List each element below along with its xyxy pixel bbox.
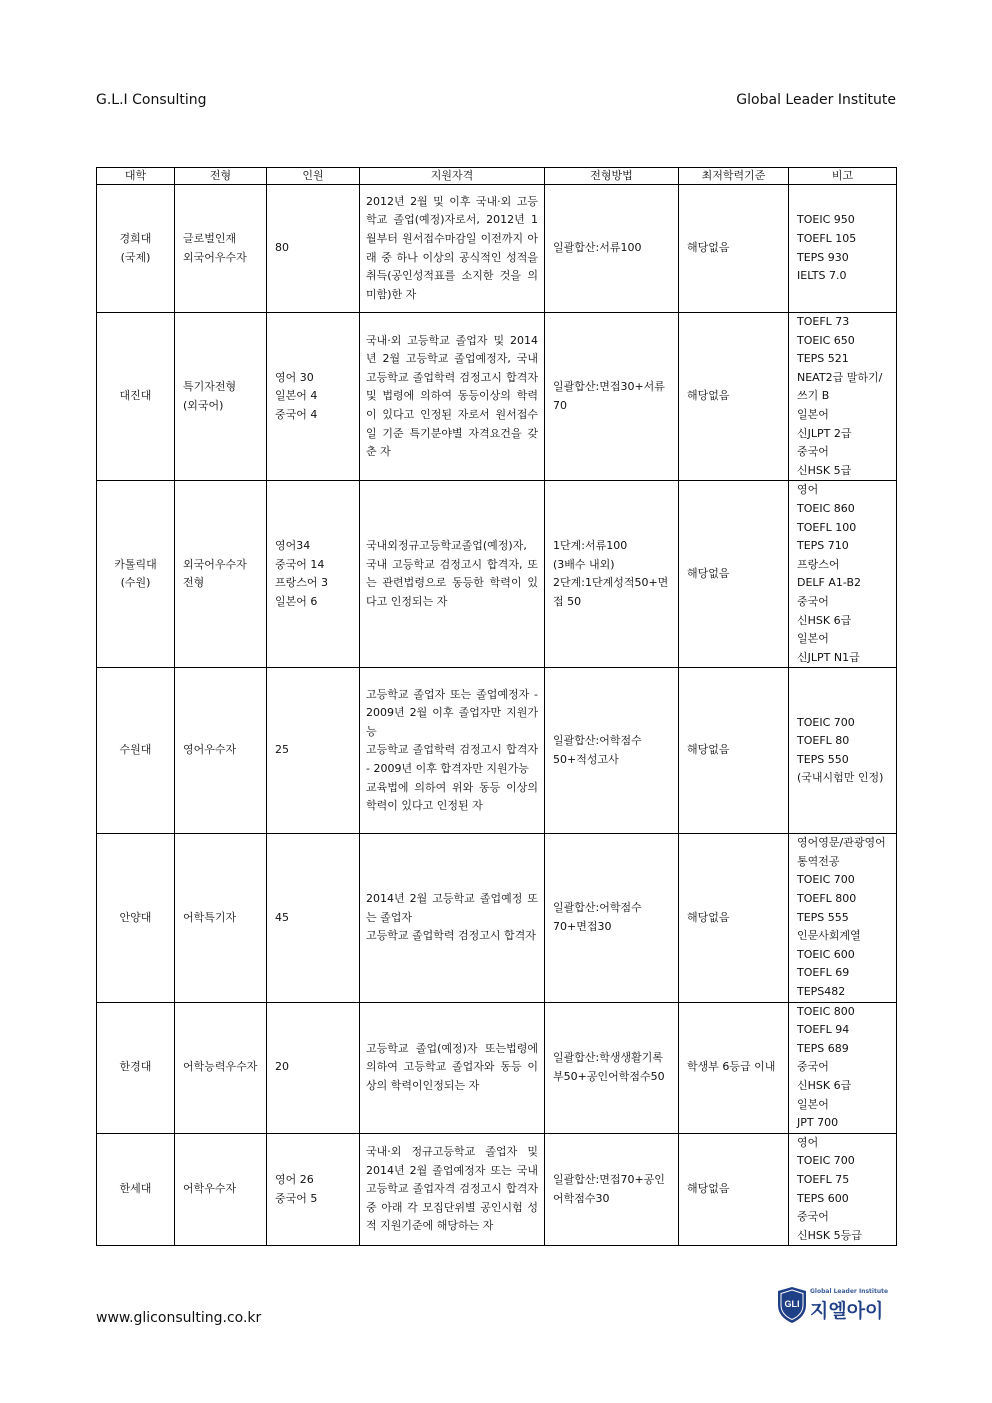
cell-min: 해당없음 <box>679 834 789 1002</box>
table-row <box>97 1133 897 1246</box>
cell-method: 일괄합산:학생생활기록부50+공인어학점수50 <box>545 1002 679 1133</box>
cell-method: 일괄합산:면접70+공인어학점수30 <box>545 1133 679 1246</box>
header-left: G.L.I Consulting <box>96 92 207 108</box>
col-header-min: 최저학력기준 <box>679 168 789 185</box>
table-row <box>97 1002 897 1133</box>
col-header-count: 인원 <box>267 168 360 185</box>
cell-method: 일괄합산:어학점수50+적성고사 <box>545 668 679 834</box>
cell-method: 1단계:서류100 (3배수 내외) 2단계:1단계성적50+면접 50 <box>545 481 679 668</box>
cell-qual: 고등학교 졸업(예정)자 또는법령에 의하여 고등학교 졸업자와 동등 이상의 학력이인정되는 자 <box>360 1002 545 1133</box>
cell-count: 80 <box>267 185 360 313</box>
logo-badge-text: GLI <box>784 1299 800 1309</box>
cell-min: 해당없음 <box>679 481 789 668</box>
cell-qual: 고등학교 졸업자 또는 졸업예정자 - 2009년 2월 이후 졸업자만 지원가능 고등학교 졸업학력 검정고시 합격자 - 2009년 이후 합격자만 지원가능 교육법에 의하여 위와 동등 이상의 학력이 있다고 인정된 자 <box>360 668 545 834</box>
cell-type: 어학능력우수자 <box>175 1002 267 1133</box>
table-row <box>97 313 897 481</box>
cell-count: 영어 30 일본어 4 중국어 4 <box>267 313 360 481</box>
cell-method: 일괄합산:어학점수70+면접30 <box>545 834 679 1002</box>
cell-count: 영어 26 중국어 5 <box>267 1133 360 1246</box>
cell-method: 일괄합산:면접30+서류70 <box>545 313 679 481</box>
cell-univ: 경희대 (국제) <box>97 185 175 313</box>
cell-qual: 국내외정규고등학교졸업(예정)자, 국내 고등학교 검정고시 합격자, 또는 관련법령으로 동등한 학력이 있다고 인정되는 자 <box>360 481 545 668</box>
cell-type: 특기자전형 (외국어) <box>175 313 267 481</box>
cell-qual: 국내·외 정규고등학교 졸업자 및 2014년 2월 졸업예정자 또는 국내 고등학교 졸업자격 검정고시 합격자 중 아래 각 모집단위별 공인시험 성적 지원기준에 해당하는 자 <box>360 1133 545 1246</box>
logo-text-ko: 지엘아이 <box>810 1300 884 1322</box>
cell-min: 해당없음 <box>679 185 789 313</box>
table-row <box>97 481 897 668</box>
cell-univ: 카톨릭대 (수원) <box>97 481 175 668</box>
cell-count: 20 <box>267 1002 360 1133</box>
cell-count: 45 <box>267 834 360 1002</box>
cell-type: 어학특기자 <box>175 834 267 1002</box>
cell-type: 외국어우수자 전형 <box>175 481 267 668</box>
cell-univ: 대진대 <box>97 313 175 481</box>
cell-note: TOEIC 950 TOEFL 105 TEPS 930 IELTS 7.0 <box>789 185 897 313</box>
col-header-method: 전형방법 <box>545 168 679 185</box>
cell-note: TOEFL 73 TOEIC 650 TEPS 521 NEAT2급 말하기/쓰기 B 일본어 신JLPT 2급 중국어 신HSK 5급 <box>789 313 897 481</box>
table-row <box>97 834 897 1002</box>
col-header-univ: 대학 <box>97 168 175 185</box>
cell-univ: 한경대 <box>97 1002 175 1133</box>
cell-qual: 2012년 2월 및 이후 국내·외 고등학교 졸업(예정)자로서, 2012년 1월부터 원서접수마감일 이전까지 아래 중 하나 이상의 공식적인 성적을 취득(공인성적표를 소지한 것을 의미함)한 자 <box>360 185 545 313</box>
table-row <box>97 668 897 834</box>
cell-count: 25 <box>267 668 360 834</box>
cell-note: 영어 TOEIC 860 TOEFL 100 TEPS 710 프랑스어 DELF A1-B2 중국어 신HSK 6급 일본어 신JLPT N1급 <box>789 481 897 668</box>
table-header-row <box>97 168 897 185</box>
cell-note: TOEIC 700 TOEFL 80 TEPS 550 (국내시험만 인정) <box>789 668 897 834</box>
cell-type: 영어우수자 <box>175 668 267 834</box>
logo-text-en: Global Leader Institute <box>810 1288 889 1295</box>
cell-min: 해당없음 <box>679 1133 789 1246</box>
cell-note: 영어영문/관광영어통역전공 TOEIC 700 TOEFL 800 TEPS 555 인문사회계열 TOEIC 600 TOEFL 69 TEPS482 <box>789 834 897 1002</box>
admissions-table <box>96 167 897 1246</box>
cell-univ: 한세대 <box>97 1133 175 1246</box>
cell-type: 어학우수자 <box>175 1133 267 1246</box>
col-header-note: 비고 <box>789 168 897 185</box>
cell-min: 해당없음 <box>679 313 789 481</box>
shield-icon <box>776 1286 808 1324</box>
cell-type: 글로벌인재 외국어우수자 <box>175 185 267 313</box>
col-header-qual: 지원자격 <box>360 168 545 185</box>
cell-qual: 2014년 2월 고등학교 졸업예정 또는 졸업자 고등학교 졸업학력 검정고시 합격자 <box>360 834 545 1002</box>
cell-note: 영어 TOEIC 700 TOEFL 75 TEPS 600 중국어 신HSK 5등급 <box>789 1133 897 1246</box>
cell-count: 영어34 중국어 14 프랑스어 3 일본어 6 <box>267 481 360 668</box>
col-header-type: 전형 <box>175 168 267 185</box>
cell-method: 일괄합산:서류100 <box>545 185 679 313</box>
footer-url: www.gliconsulting.co.kr <box>96 1310 262 1326</box>
header-right: Global Leader Institute <box>736 92 896 108</box>
cell-min: 학생부 6등급 이내 <box>679 1002 789 1133</box>
gli-logo <box>776 1286 896 1326</box>
cell-min: 해당없음 <box>679 668 789 834</box>
cell-note: TOEIC 800 TOEFL 94 TEPS 689 중국어 신HSK 6급 일본어 JPT 700 <box>789 1002 897 1133</box>
cell-univ: 안양대 <box>97 834 175 1002</box>
table-row <box>97 185 897 313</box>
cell-univ: 수원대 <box>97 668 175 834</box>
cell-qual: 국내·외 고등학교 졸업자 및 2014년 2월 고등학교 졸업예정자, 국내 고등학교 졸업학력 검정고시 합격자 및 법령에 의하여 동등이상의 학력이 있다고 인정된 자로서 원서접수일 기준 특기분야별 자격요건을 갖춘 자 <box>360 313 545 481</box>
